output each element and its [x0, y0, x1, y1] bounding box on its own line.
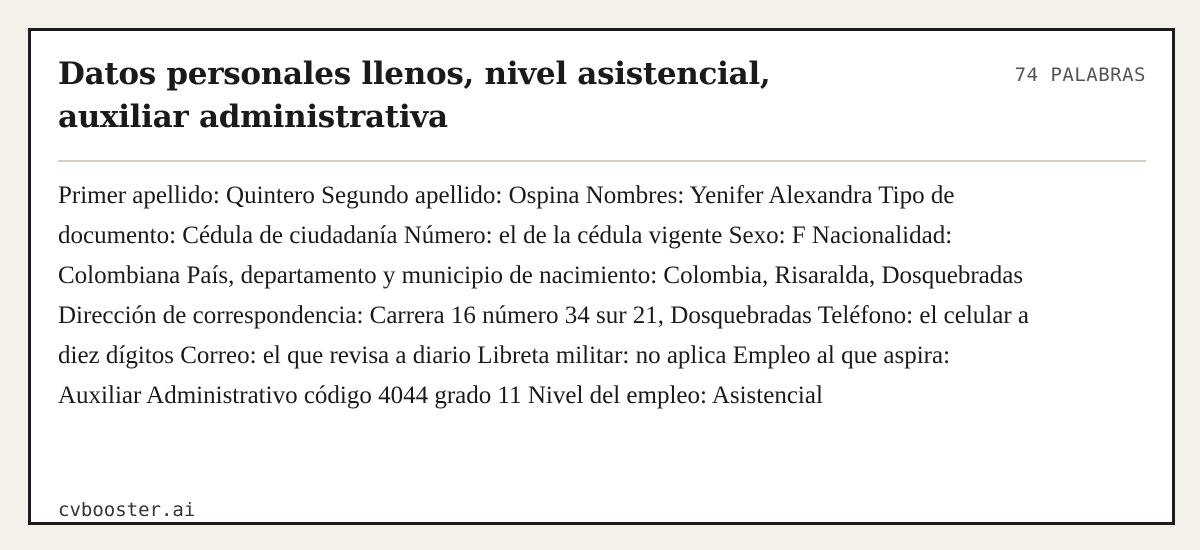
- document-body: Primer apellido: Quintero Segundo apellido: Ospina Nombres: Yenifer Alexandra Tipo de documento: Cédula de ciudadanía Número: el de la cédula vigente Sexo: F Nacionalidad: Colombiana País, departamento y municipio de nacimiento: Colombia, Risaralda, Dosquebradas Dirección de correspondencia: Carrera 16 número 34 sur 21, Dosquebradas Teléfono: el celular a diez dígitos Correo: el que revisa a diario Libreta militar: no aplica Empleo al que aspira: Auxiliar Administrativo código 4044 grado 11 Nivel del empleo: Asistencial: [58, 182, 1030, 409]
- document-card: [28, 28, 1175, 525]
- document-title: Datos personales llenos, nivel asistencial, auxiliar administrativa: [58, 56, 771, 135]
- footer-brand: cvbooster.ai: [58, 499, 196, 521]
- word-count-badge: 74 PALABRAS: [1014, 64, 1146, 86]
- title-divider: [58, 160, 1146, 162]
